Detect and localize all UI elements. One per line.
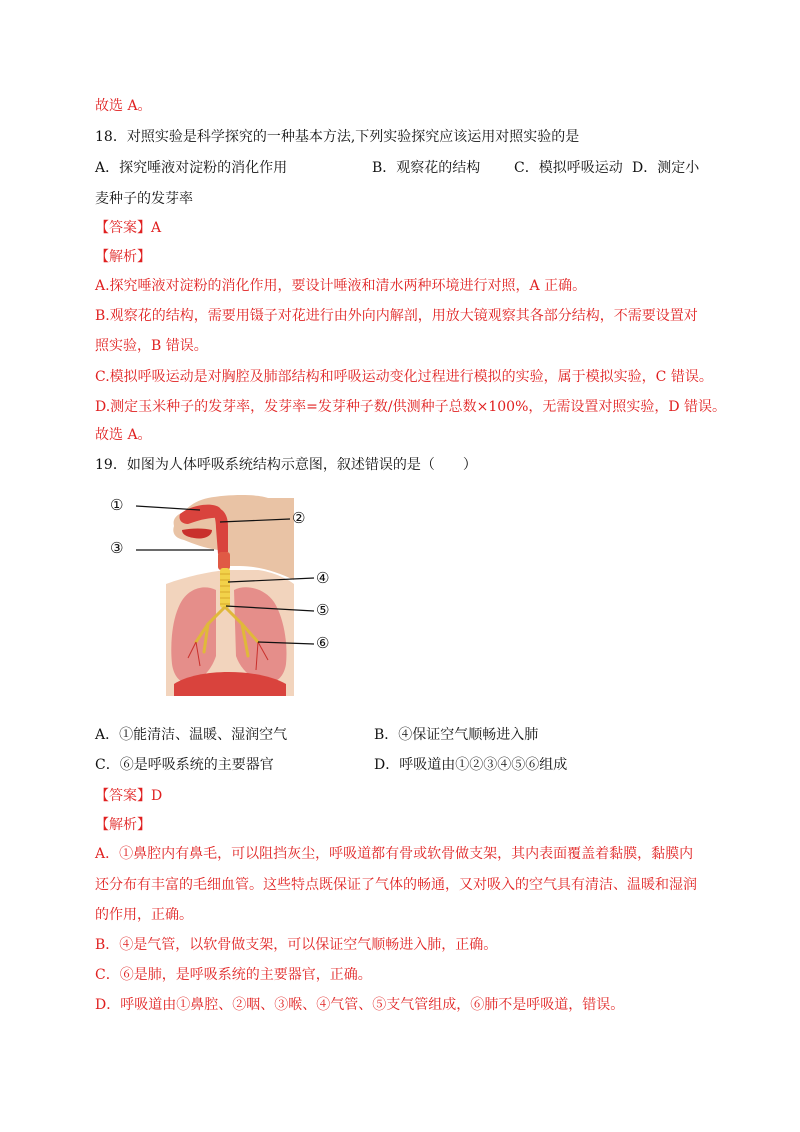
q19-option-c: C．⑥是呼吸系统的主要器官	[95, 757, 274, 773]
q18-option-d-part2: 麦种子的发芽率	[95, 191, 193, 207]
q19-analysis-line: 还分布有丰富的毛细血管。这些特点既保证了气体的畅通，又对吸入的空气具有清洁、温暖和湿润	[95, 877, 697, 893]
figure-label-4: ④	[316, 569, 330, 587]
q18-answer: 【答案】A	[95, 220, 162, 236]
q18-analysis-label: 【解析】	[95, 249, 151, 265]
q18-option-a: A．探究唾液对淀粉的消化作用	[95, 160, 288, 176]
q18-analysis-line: C.模拟呼吸运动是对胸腔及肺部结构和呼吸运动变化过程进行模拟的实验，属于模拟实验，C 错误。	[95, 369, 713, 385]
q19-analysis-line: B．④是气管，以软骨做支架，可以保证空气顺畅进入肺，正确。	[95, 937, 498, 953]
respiratory-system-diagram	[108, 492, 348, 702]
figure-label-2: ②	[292, 509, 306, 527]
q18-analysis-line: D.测定玉米种子的发芽率，发芽率=发芽种子数/供测种子总数×100%，无需设置对照实验，D 错误。	[95, 399, 727, 415]
q18-conclusion: 故选 A。	[95, 427, 152, 443]
q18-analysis-line: 照实验，B 错误。	[95, 338, 208, 354]
figure-label-3: ③	[110, 539, 124, 557]
q19-analysis-line: C．⑥是肺，是呼吸系统的主要器官，正确。	[95, 967, 372, 983]
q18-option-d-part1: D．测定小	[632, 160, 700, 176]
q19-analysis-line: D．呼吸道由①鼻腔、②咽、③喉、④气管、⑤支气管组成，⑥肺不是呼吸道，错误。	[95, 997, 625, 1013]
q18-analysis-line: A.探究唾液对淀粉的消化作用，要设计唾液和清水两种环境进行对照，A 正确。	[95, 278, 587, 294]
q19-analysis-line: A．①鼻腔内有鼻毛，可以阻挡灰尘，呼吸道都有骨或软骨做支架，其内表面覆盖着黏膜，黏膜内	[95, 846, 694, 862]
q19-analysis-label: 【解析】	[95, 817, 151, 833]
prev-conclusion: 故选 A。	[95, 98, 152, 114]
figure-label-1: ①	[110, 496, 124, 514]
q18-option-c: C．模拟呼吸运动	[514, 160, 623, 176]
respiratory-system-illustration	[108, 492, 348, 702]
q19-option-b: B．④保证空气顺畅进入肺	[374, 727, 539, 743]
q19-analysis-line: 的作用，正确。	[95, 907, 193, 923]
q19-option-d: D．呼吸道由①②③④⑤⑥组成	[374, 757, 568, 773]
q18-analysis-line: B.观察花的结构，需要用镊子对花进行由外向内解剖，用放大镜观察其各部分结构，不需要设置对	[95, 308, 698, 324]
q18-stem: 18．对照实验是科学探究的一种基本方法,下列实验探究应该运用对照实验的是	[95, 129, 580, 145]
q19-stem: 19．如图为人体呼吸系统结构示意图，叙述错误的是（ ）	[95, 457, 477, 473]
figure-label-6: ⑥	[316, 634, 330, 652]
q19-answer: 【答案】D	[95, 788, 163, 804]
q18-option-b: B．观察花的结构	[372, 160, 481, 176]
q19-option-a: A．①能清洁、温暖、湿润空气	[95, 727, 288, 743]
figure-label-5: ⑤	[316, 601, 330, 619]
